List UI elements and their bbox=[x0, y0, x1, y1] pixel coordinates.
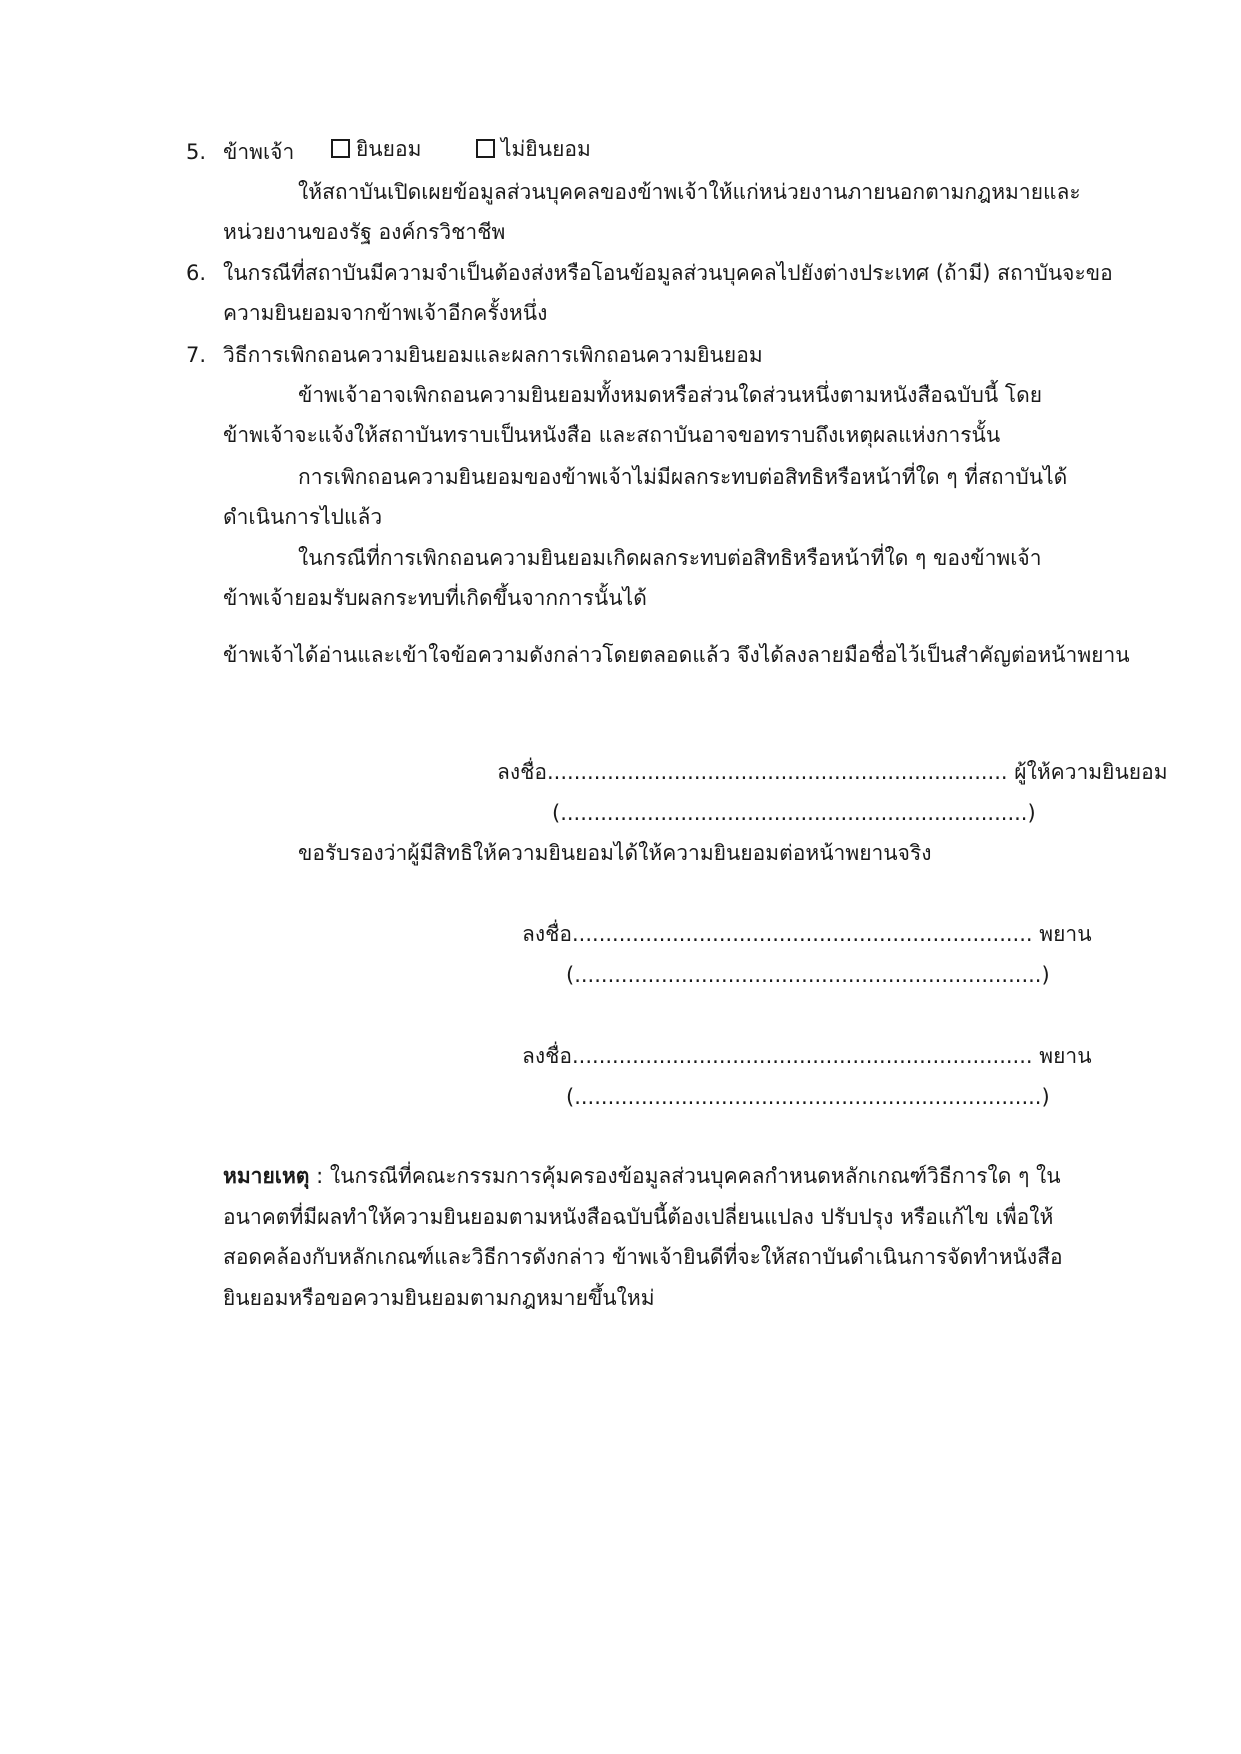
disagree-label: ไม่ยินยอม bbox=[501, 137, 591, 161]
agree-option[interactable] bbox=[331, 139, 421, 160]
item-5-number: 5. bbox=[186, 140, 207, 164]
note-line-4: ยินยอมหรือขอความยินยอมตามกฎหมายขึ้นใหม่ bbox=[223, 1286, 655, 1310]
note-line-2: อนาคตที่มีผลทำให้ความยินยอมตามหนังสือฉบับนี้ต้องเปลี่ยนแปลง ปรับปรุง หรือแก้ไข เพื่อให้ bbox=[223, 1205, 1054, 1229]
certification-text: ขอรับรองว่าผู้มีสิทธิให้ความยินยอมได้ให้ความยินยอมต่อหน้าพยานจริง bbox=[298, 841, 932, 865]
consenter-name-line: (......................................................................) bbox=[552, 801, 1036, 825]
item-7-p2-line-1: การเพิกถอนความยินยอมของข้าพเจ้าไม่มีผลกระทบต่อสิทธิหรือหน้าที่ใด ๆ ที่สถาบันได้ bbox=[298, 465, 1068, 489]
witness-2-name-line: (......................................................................) bbox=[566, 1085, 1050, 1109]
item-5-lead: ข้าพเจ้า bbox=[223, 140, 295, 164]
item-6-number: 6. bbox=[186, 261, 207, 285]
witness-2-signature-line: ลงชื่อ..................................................................... พยาน bbox=[522, 1044, 1092, 1068]
note-line-1-text: : ในกรณีที่คณะกรรมการคุ้มครองข้อมูลส่วนบุคคลกำหนดหลักเกณฑ์วิธีการใด ๆ ใน bbox=[309, 1164, 1061, 1188]
item-7-p1-line-2: ข้าพเจ้าจะแจ้งให้สถาบันทราบเป็นหนังสือ และสถาบันอาจขอทราบถึงเหตุผลแห่งการนั้น bbox=[223, 423, 1001, 447]
agree-checkbox[interactable] bbox=[331, 139, 350, 158]
item-7-p2-line-2: ดำเนินการไปแล้ว bbox=[223, 505, 383, 529]
item-7-p3-line-1: ในกรณีที่การเพิกถอนความยินยอมเกิดผลกระทบต่อสิทธิหรือหน้าที่ใด ๆ ของข้าพเจ้า bbox=[298, 546, 1042, 570]
item-7-heading: วิธีการเพิกถอนความยินยอมและผลการเพิกถอนความยินยอม bbox=[223, 343, 763, 367]
item-6-line-2: ความยินยอมจากข้าพเจ้าอีกครั้งหนึ่ง bbox=[223, 301, 548, 325]
note-line-3: สอดคล้องกับหลักเกณฑ์และวิธีการดังกล่าว ข้าพเจ้ายินดีที่จะให้สถาบันดำเนินการจัดทำหนังสือ bbox=[223, 1245, 1063, 1269]
consenter-signature-line: ลงชื่อ..................................................................... ผู้ให้ความยินยอม bbox=[497, 760, 1168, 784]
item-7-number: 7. bbox=[186, 343, 207, 367]
agree-label: ยินยอม bbox=[356, 137, 422, 161]
item-7-p1-line-1: ข้าพเจ้าอาจเพิกถอนความยินยอมทั้งหมดหรือส่วนใดส่วนหนึ่งตามหนังสือฉบับนี้ โดย bbox=[298, 383, 1043, 407]
disagree-option[interactable] bbox=[476, 139, 591, 160]
acknowledgement-text: ข้าพเจ้าได้อ่านและเข้าใจข้อความดังกล่าวโดยตลอดแล้ว จึงได้ลงลายมือชื่อไว้เป็นสำคัญต่อหน้าพยาน bbox=[223, 643, 1130, 667]
witness-1-signature-line: ลงชื่อ..................................................................... พยาน bbox=[522, 922, 1092, 946]
item-7-p3-line-2: ข้าพเจ้ายอมรับผลกระทบที่เกิดขึ้นจากการนั้นได้ bbox=[223, 586, 647, 610]
item-6-line-1: ในกรณีที่สถาบันมีความจำเป็นต้องส่งหรือโอนข้อมูลส่วนบุคคลไปยังต่างประเทศ (ถ้ามี) สถาบันจะขอ bbox=[223, 261, 1113, 285]
note-label: หมายเหตุ bbox=[223, 1164, 310, 1188]
item-5-line-2: หน่วยงานของรัฐ องค์กรวิชาชีพ bbox=[223, 220, 506, 244]
witness-1-name-line: (......................................................................) bbox=[566, 963, 1050, 987]
note-line-1 bbox=[223, 1166, 1061, 1187]
disagree-checkbox[interactable] bbox=[476, 139, 495, 158]
item-5-line-1: ให้สถาบันเปิดเผยข้อมูลส่วนบุคคลของข้าพเจ้าให้แก่หน่วยงานภายนอกตามกฎหมายและ bbox=[298, 180, 1081, 204]
